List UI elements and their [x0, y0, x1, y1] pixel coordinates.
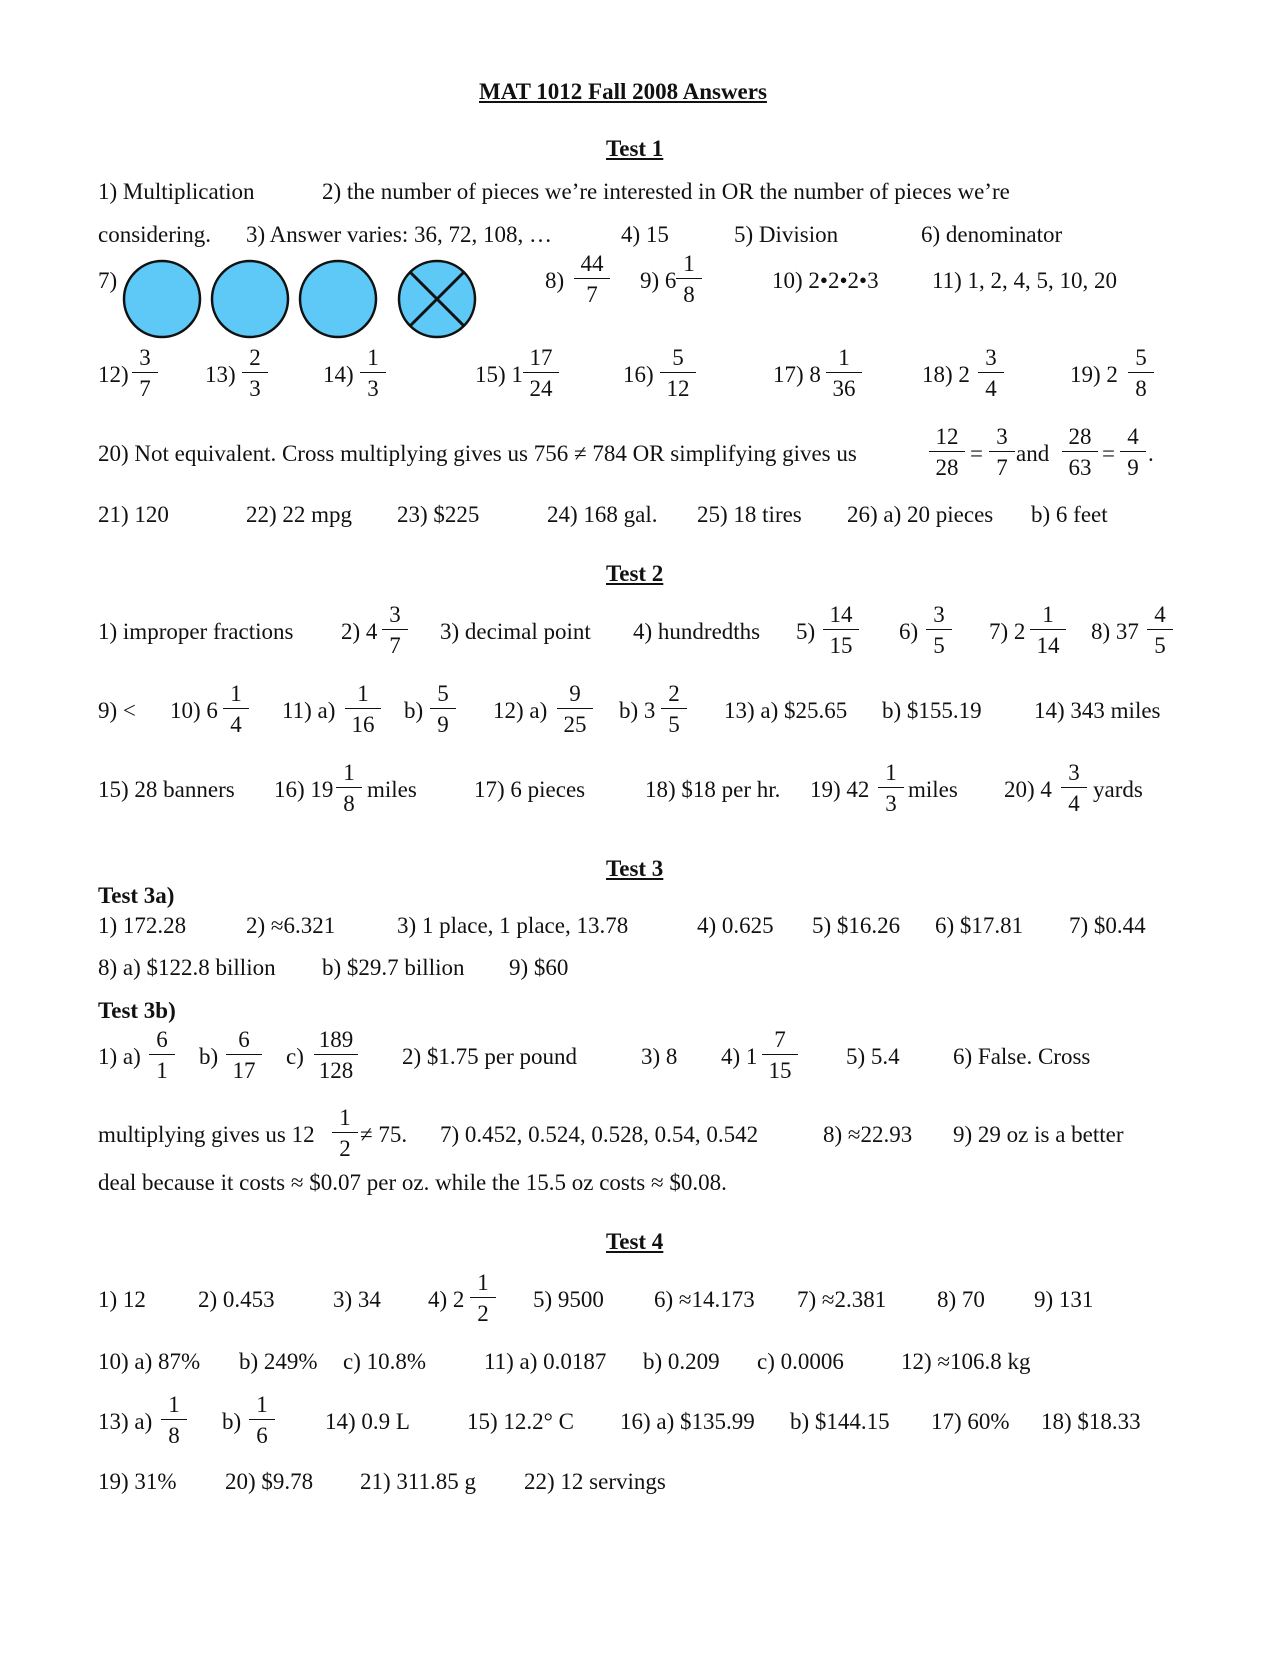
answer: 4) 2 — [428, 1287, 465, 1312]
answer: 21) 120 — [98, 502, 169, 527]
answer: 1) Multiplication — [98, 179, 255, 204]
answer: ≠ 75. — [360, 1122, 408, 1147]
answer: 1) 172.28 — [98, 913, 187, 938]
answer: b) $155.19 — [882, 698, 982, 723]
answer: 16) a) $135.99 — [620, 1409, 755, 1434]
fraction: 5 9 — [426, 682, 460, 736]
fraction: 4 5 — [1143, 603, 1177, 657]
answer: 17) 8 — [773, 362, 821, 387]
answer: 4) 15 — [621, 222, 669, 247]
fraction: 4 9 — [1116, 425, 1150, 479]
answer: 5) 9500 — [533, 1287, 604, 1312]
answer: 16) 19 — [274, 777, 334, 802]
answer: c) — [286, 1044, 304, 1069]
answer: 2) $1.75 per pound — [402, 1044, 578, 1069]
answer: 15) 1 — [475, 362, 523, 387]
answer: 7) 0.452, 0.524, 0.528, 0.54, 0.542 — [440, 1122, 759, 1147]
answer: 21) 311.85 g — [360, 1469, 477, 1494]
fraction: 1 14 — [1026, 603, 1070, 657]
fraction: 5 12 — [656, 346, 700, 400]
fraction: 2 3 — [238, 346, 272, 400]
fraction-circles — [122, 256, 482, 342]
period: . — [1148, 441, 1154, 466]
answer: 25) 18 tires — [697, 502, 802, 527]
answer: 3) decimal point — [440, 619, 591, 644]
test2-heading: Test 2 — [606, 561, 664, 586]
answer: 18) $18.33 — [1041, 1409, 1141, 1434]
shaded-circle — [124, 261, 200, 337]
test3a-subheading: Test 3a) — [98, 883, 175, 908]
fraction: 6 1 — [145, 1028, 179, 1082]
answer: 13) — [205, 362, 236, 387]
answer: 13) a) $25.65 — [724, 698, 848, 723]
answer: 5) $16.26 — [812, 913, 901, 938]
answer: 19) 2 — [1070, 362, 1118, 387]
answer: 26) a) 20 pieces — [847, 502, 994, 527]
page-title: MAT 1012 Fall 2008 Answers — [479, 79, 767, 104]
answer: 4) 0.625 — [697, 913, 774, 938]
answer: 8) a) $122.8 billion — [98, 955, 276, 980]
fraction: 1 36 — [822, 346, 866, 400]
fraction: 3 7 — [985, 425, 1019, 479]
answer: 3) 1 place, 1 place, 13.78 — [397, 913, 629, 938]
answer: 18) $18 per hr. — [645, 777, 781, 802]
answer: 19) 31% — [98, 1469, 177, 1494]
answer: 11) a) — [282, 698, 336, 723]
answer: 6) $17.81 — [935, 913, 1024, 938]
answer: multiplying gives us 12 — [98, 1122, 315, 1147]
fraction: 12 28 — [925, 425, 969, 479]
answer: 15) 12.2° C — [467, 1409, 574, 1434]
answer: 9) 6 — [640, 268, 677, 293]
fraction: 2 5 — [657, 682, 691, 736]
fraction: 1 16 — [341, 682, 385, 736]
answer: 10) 6 — [170, 698, 218, 723]
answer: 9) $60 — [509, 955, 569, 980]
answer: 1) improper fractions — [98, 619, 294, 644]
answer: 14) 343 miles — [1034, 698, 1161, 723]
answer: 6) denominator — [921, 222, 1063, 247]
fraction: 1 2 — [466, 1271, 500, 1325]
answer: b) 3 — [619, 698, 656, 723]
answer: 17) 6 pieces — [474, 777, 586, 802]
answer: 11) a) 0.0187 — [484, 1349, 607, 1374]
answer: 10) a) 87% — [98, 1349, 201, 1374]
answer: 15) 28 banners — [98, 777, 235, 802]
answer: 5) — [796, 619, 816, 644]
fraction: 14 15 — [819, 603, 863, 657]
answer: 5) Division — [734, 222, 839, 247]
answer: 8) 70 — [937, 1287, 985, 1312]
answer: 13) a) — [98, 1409, 153, 1434]
answer: 7) — [98, 268, 118, 293]
answer: 6) ≈14.173 — [654, 1287, 755, 1312]
answer: 10) 2•2•2•3 — [772, 268, 879, 293]
fraction: 1 3 — [874, 761, 908, 815]
answer: 1) 12 — [98, 1287, 146, 1312]
fraction: 189 128 — [310, 1028, 362, 1082]
fraction: 1 8 — [672, 252, 706, 306]
answer: b) 0.209 — [643, 1349, 720, 1374]
answer: b) $144.15 — [790, 1409, 890, 1434]
answer: 3) 8 — [641, 1044, 678, 1069]
answer: 9) 131 — [1034, 1287, 1094, 1312]
answer: 6) — [899, 619, 919, 644]
answer: 19) 42 — [810, 777, 870, 802]
answer: 8) ≈22.93 — [823, 1122, 913, 1147]
answer: miles — [367, 777, 417, 802]
answer: and — [1016, 441, 1050, 466]
answer: 8) — [545, 268, 565, 293]
fraction: 44 7 — [570, 252, 614, 306]
answer: b) $29.7 billion — [322, 955, 465, 980]
answer: b) 249% — [239, 1349, 318, 1374]
answer: 9) 29 oz is a better — [953, 1122, 1124, 1147]
fraction: 1 3 — [356, 346, 390, 400]
answer: 12) ≈106.8 kg — [901, 1349, 1031, 1374]
answer: 7) ≈2.381 — [797, 1287, 887, 1312]
answer: 3) Answer varies: 36, 72, 108, … — [246, 222, 552, 247]
answer: 2) 0.453 — [198, 1287, 275, 1312]
fraction: 7 15 — [758, 1028, 802, 1082]
answer: 20) $9.78 — [225, 1469, 314, 1494]
answer: b) — [199, 1044, 219, 1069]
answer: miles — [908, 777, 958, 802]
answer: 20) Not equivalent. Cross multiplying gives us 756 ≠ 784 OR simplifying gives us — [98, 441, 857, 466]
answer: 22) 12 servings — [524, 1469, 666, 1494]
fraction: 1 6 — [245, 1393, 279, 1447]
answer: c) 10.8% — [343, 1349, 427, 1374]
answer: 9) < — [98, 698, 136, 723]
answer: c) 0.0006 — [757, 1349, 844, 1374]
answer: 2) ≈6.321 — [246, 913, 336, 938]
answer: 14) — [323, 362, 354, 387]
fraction: 28 63 — [1058, 425, 1102, 479]
equals: = — [970, 441, 983, 466]
answer: 12) — [98, 362, 129, 387]
answer: 16) — [623, 362, 654, 387]
fraction: 1 8 — [332, 761, 366, 815]
answer: 11) 1, 2, 4, 5, 10, 20 — [932, 268, 1118, 293]
equals: = — [1102, 441, 1115, 466]
test1-heading: Test 1 — [606, 136, 664, 161]
answer: b) — [222, 1409, 242, 1434]
answer: 18) 2 — [922, 362, 970, 387]
fraction: 17 24 — [519, 346, 563, 400]
fraction: 3 7 — [128, 346, 162, 400]
answer: 8) 37 — [1091, 619, 1139, 644]
answer: 4) 1 — [721, 1044, 758, 1069]
answer: considering. — [98, 222, 212, 247]
answer: b) 6 feet — [1031, 502, 1108, 527]
fraction: 3 5 — [922, 603, 956, 657]
fraction: 1 2 — [328, 1106, 362, 1160]
shaded-circle — [300, 261, 376, 337]
fraction: 1 4 — [219, 682, 253, 736]
fraction: 1 8 — [157, 1393, 191, 1447]
answer: 7) $0.44 — [1069, 913, 1146, 938]
answer: 20) 4 — [1004, 777, 1052, 802]
test3-heading: Test 3 — [606, 856, 664, 881]
fraction: 5 8 — [1124, 346, 1158, 400]
answer: 2) 4 — [341, 619, 378, 644]
answer: 5) 5.4 — [846, 1044, 900, 1069]
answer: 12) a) — [493, 698, 548, 723]
answer: 17) 60% — [931, 1409, 1010, 1434]
answer: 24) 168 gal. — [547, 502, 658, 527]
test3b-subheading: Test 3b) — [98, 998, 176, 1023]
answer: 3) 34 — [333, 1287, 381, 1312]
answer: 7) 2 — [989, 619, 1026, 644]
answer: 23) $225 — [397, 502, 480, 527]
answer: 6) False. Cross — [953, 1044, 1091, 1069]
fraction: 3 7 — [378, 603, 412, 657]
shaded-circle — [212, 261, 288, 337]
answer: yards — [1093, 777, 1143, 802]
fraction: 9 25 — [553, 682, 597, 736]
answer: 2) the number of pieces we’re interested in OR the number of pieces we’re — [322, 179, 1010, 204]
answer: 4) hundredths — [633, 619, 761, 644]
answer: deal because it costs ≈ $0.07 per oz. while the 15.5 oz costs ≈ $0.08. — [98, 1170, 727, 1195]
test4-heading: Test 4 — [606, 1229, 664, 1254]
answer: 14) 0.9 L — [325, 1409, 410, 1434]
fraction: 6 17 — [222, 1028, 266, 1082]
answer: 22) 22 mpg — [246, 502, 353, 527]
answer: 1) a) — [98, 1044, 141, 1069]
answer: b) — [404, 698, 424, 723]
fraction: 3 4 — [974, 346, 1008, 400]
fraction: 3 4 — [1057, 761, 1091, 815]
